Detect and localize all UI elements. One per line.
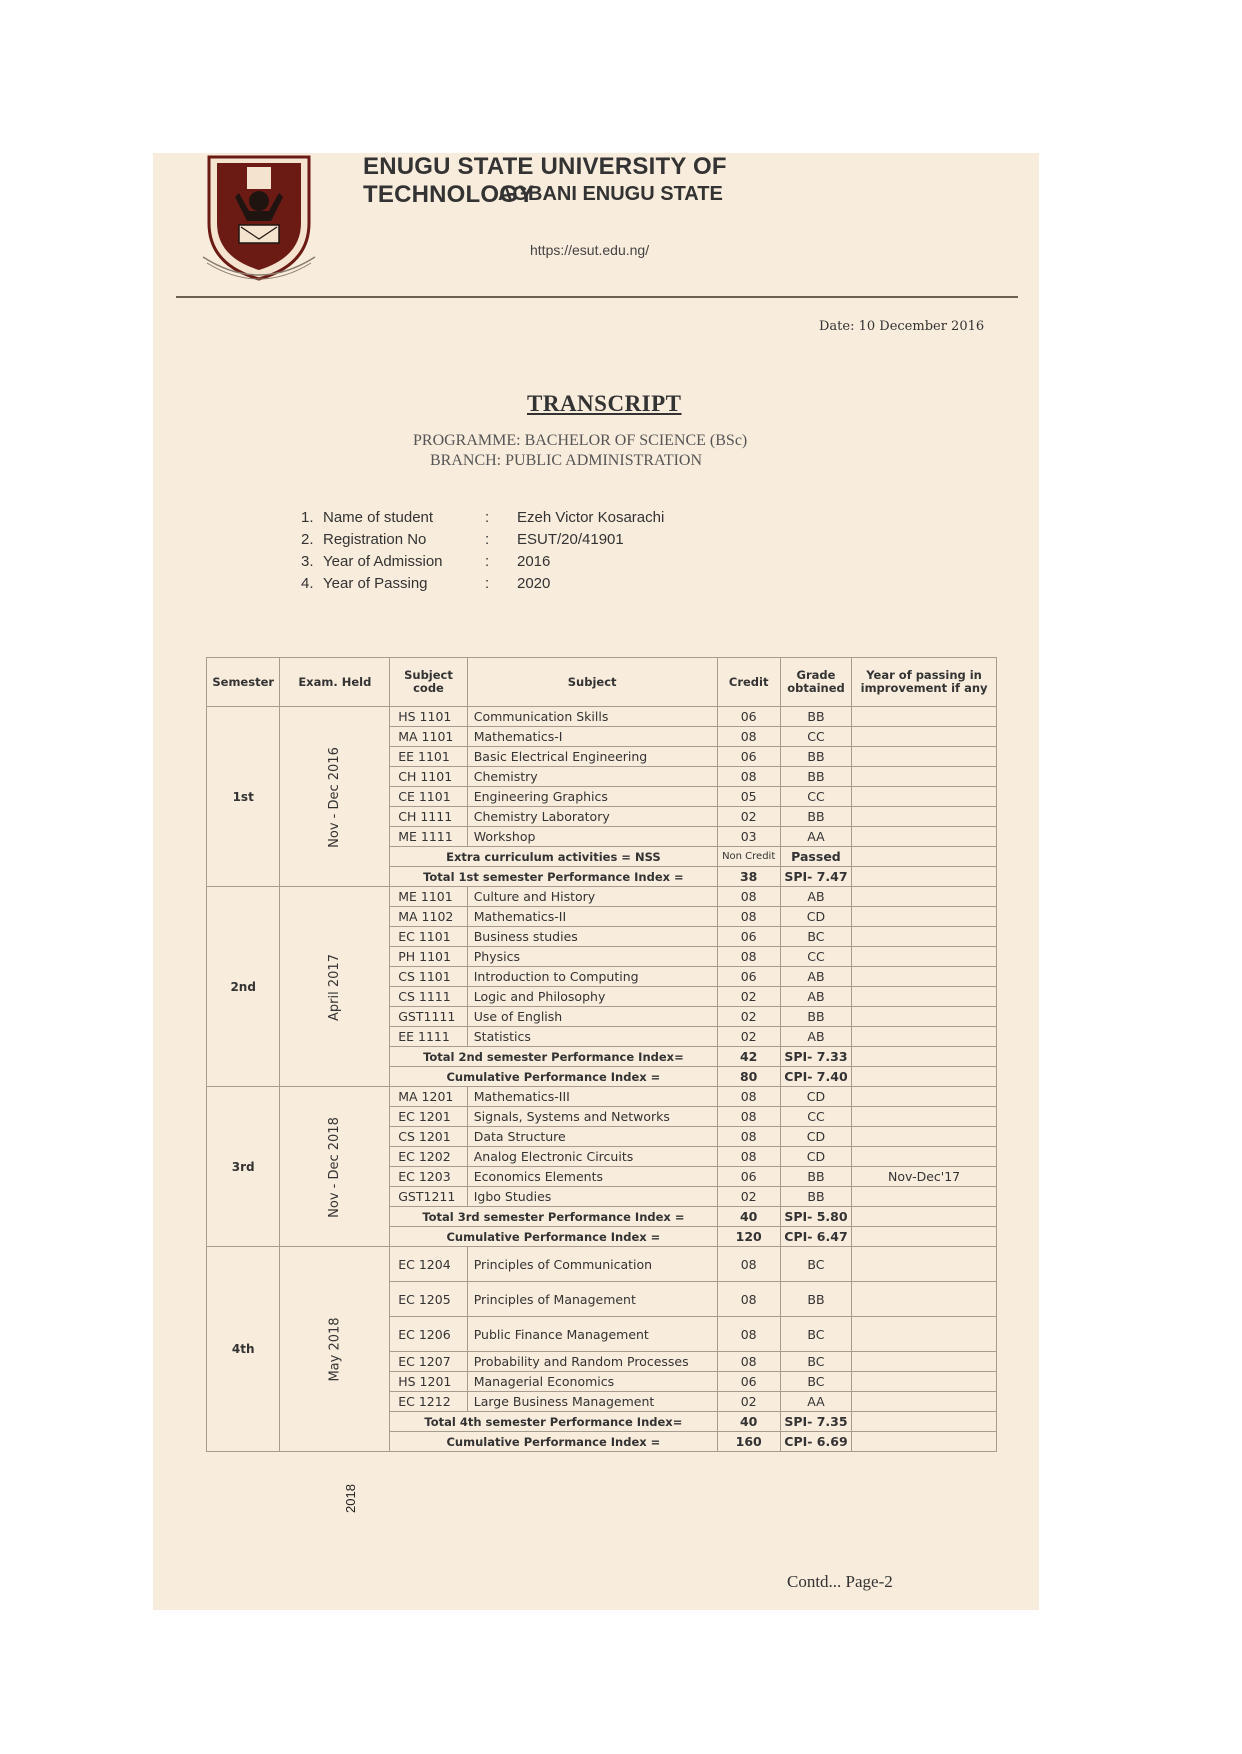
info-number: 2. bbox=[301, 531, 314, 548]
subject-code: EC 1204 bbox=[390, 1247, 468, 1282]
credit: 08 bbox=[717, 1147, 780, 1167]
issue-date: Date: 10 December 2016 bbox=[819, 319, 985, 334]
improvement-year bbox=[852, 1147, 997, 1167]
programme-line: PROGRAMME: BACHELOR OF SCIENCE (BSc) bbox=[413, 432, 748, 449]
info-colon: : bbox=[485, 553, 490, 570]
exam-held bbox=[280, 1247, 390, 1452]
subject-code: EC 1205 bbox=[390, 1282, 468, 1317]
continued-note: Contd... Page-2 bbox=[787, 1572, 893, 1591]
credit: 02 bbox=[717, 1007, 780, 1027]
summary-improvement bbox=[852, 1432, 997, 1452]
credit: 08 bbox=[717, 1107, 780, 1127]
subject-name: Chemistry bbox=[467, 767, 717, 787]
summary-label: Cumulative Performance Index = bbox=[390, 1067, 717, 1087]
course-row bbox=[207, 887, 997, 907]
header-grade: Grade obtained bbox=[780, 658, 851, 707]
summary-credit: 38 bbox=[717, 867, 780, 887]
improvement-year bbox=[852, 1007, 997, 1027]
summary-credit: 160 bbox=[717, 1432, 780, 1452]
improvement-year: Nov-Dec'17 bbox=[852, 1167, 997, 1187]
subject-name: Introduction to Computing bbox=[467, 967, 717, 987]
grade: CD bbox=[780, 1127, 851, 1147]
summary-grade: CPI- 6.47 bbox=[780, 1227, 851, 1247]
header-exam: Exam. Held bbox=[280, 658, 390, 707]
subject-code: EC 1202 bbox=[390, 1147, 468, 1167]
summary-credit: 120 bbox=[717, 1227, 780, 1247]
credit: 06 bbox=[717, 927, 780, 947]
summary-grade: CPI- 7.40 bbox=[780, 1067, 851, 1087]
subject-code: ME 1111 bbox=[390, 827, 468, 847]
header-semester: Semester bbox=[207, 658, 280, 707]
subject-code: EC 1101 bbox=[390, 927, 468, 947]
credit: 08 bbox=[717, 1087, 780, 1107]
subject-name: Economics Elements bbox=[467, 1167, 717, 1187]
summary-credit: 40 bbox=[717, 1207, 780, 1227]
summary-improvement bbox=[852, 867, 997, 887]
grade: BC bbox=[780, 1372, 851, 1392]
header-subject: Subject bbox=[467, 658, 717, 707]
info-value: 2016 bbox=[517, 553, 551, 570]
subject-code: ME 1101 bbox=[390, 887, 468, 907]
course-row bbox=[207, 1247, 997, 1282]
subject-code: EC 1201 bbox=[390, 1107, 468, 1127]
subject-name: Igbo Studies bbox=[467, 1187, 717, 1207]
credit: 02 bbox=[717, 1187, 780, 1207]
grade: CD bbox=[780, 1087, 851, 1107]
semester-label: 4th bbox=[207, 1247, 280, 1452]
grade: BC bbox=[780, 1317, 851, 1352]
summary-improvement bbox=[852, 847, 997, 867]
subject-code: MA 1201 bbox=[390, 1087, 468, 1107]
improvement-year bbox=[852, 807, 997, 827]
improvement-year bbox=[852, 1107, 997, 1127]
grade: CC bbox=[780, 787, 851, 807]
info-label: Registration No bbox=[323, 531, 427, 548]
info-value: 2020 bbox=[517, 575, 551, 592]
grade: BB bbox=[780, 1187, 851, 1207]
credit: 08 bbox=[717, 1127, 780, 1147]
subject-code: EC 1203 bbox=[390, 1167, 468, 1187]
improvement-year bbox=[852, 1027, 997, 1047]
subject-name: Probability and Random Processes bbox=[467, 1352, 717, 1372]
subject-code: CS 1201 bbox=[390, 1127, 468, 1147]
credit: 08 bbox=[717, 907, 780, 927]
grade: CC bbox=[780, 947, 851, 967]
grade: BB bbox=[780, 747, 851, 767]
summary-improvement bbox=[852, 1067, 997, 1087]
info-colon: : bbox=[485, 575, 490, 592]
credit: 06 bbox=[717, 747, 780, 767]
improvement-year bbox=[852, 987, 997, 1007]
grade: CD bbox=[780, 1147, 851, 1167]
grade: CC bbox=[780, 1107, 851, 1127]
subject-name: Chemistry Laboratory bbox=[467, 807, 717, 827]
subject-code: CH 1101 bbox=[390, 767, 468, 787]
subject-name: Mathematics-III bbox=[467, 1087, 717, 1107]
info-number: 3. bbox=[301, 553, 314, 570]
improvement-year bbox=[852, 787, 997, 807]
branch-line: BRANCH: PUBLIC ADMINISTRATION bbox=[430, 452, 703, 469]
improvement-year bbox=[852, 1127, 997, 1147]
summary-improvement bbox=[852, 1227, 997, 1247]
info-colon: : bbox=[485, 531, 490, 548]
subject-code: GST1211 bbox=[390, 1187, 468, 1207]
subject-name: Physics bbox=[467, 947, 717, 967]
exam-held-label: Nov - Dec 2016 bbox=[327, 746, 343, 848]
table-header-row bbox=[207, 658, 997, 707]
credit: 02 bbox=[717, 1392, 780, 1412]
credit: 08 bbox=[717, 887, 780, 907]
credit: 06 bbox=[717, 967, 780, 987]
improvement-year bbox=[852, 707, 997, 727]
grade: AA bbox=[780, 1392, 851, 1412]
subject-name: Mathematics-II bbox=[467, 907, 717, 927]
grade: AB bbox=[780, 887, 851, 907]
grade: AB bbox=[780, 967, 851, 987]
subject-code: CS 1111 bbox=[390, 987, 468, 1007]
subject-name: Signals, Systems and Networks bbox=[467, 1107, 717, 1127]
subject-name: Culture and History bbox=[467, 887, 717, 907]
subject-code: PH 1101 bbox=[390, 947, 468, 967]
summary-label: Extra curriculum activities = NSS bbox=[390, 847, 717, 867]
grade: BC bbox=[780, 1247, 851, 1282]
info-colon: : bbox=[485, 509, 490, 526]
exam-held bbox=[280, 1087, 390, 1247]
info-value: ESUT/20/41901 bbox=[517, 531, 624, 548]
transcript-table bbox=[206, 657, 997, 1452]
improvement-year bbox=[852, 827, 997, 847]
transcript-body bbox=[207, 707, 997, 1452]
subject-code: EC 1212 bbox=[390, 1392, 468, 1412]
programme-block bbox=[413, 431, 813, 471]
subject-name: Analog Electronic Circuits bbox=[467, 1147, 717, 1167]
subject-name: Public Finance Management bbox=[467, 1317, 717, 1352]
credit: 05 bbox=[717, 787, 780, 807]
subject-code: CS 1101 bbox=[390, 967, 468, 987]
subject-name: Basic Electrical Engineering bbox=[467, 747, 717, 767]
summary-improvement bbox=[852, 1412, 997, 1432]
credit: 08 bbox=[717, 1317, 780, 1352]
summary-credit: 42 bbox=[717, 1047, 780, 1067]
grade: AA bbox=[780, 827, 851, 847]
subject-name: Mathematics-I bbox=[467, 727, 717, 747]
semester-label: 3rd bbox=[207, 1087, 280, 1247]
transcript-sheet bbox=[153, 153, 1039, 1610]
improvement-year bbox=[852, 1317, 997, 1352]
summary-grade: CPI- 6.69 bbox=[780, 1432, 851, 1452]
summary-label: Cumulative Performance Index = bbox=[390, 1227, 717, 1247]
subject-code: GST1111 bbox=[390, 1007, 468, 1027]
exam-held-label: Nov - Dec 2018 bbox=[327, 1116, 343, 1218]
grade: BC bbox=[780, 927, 851, 947]
info-label: Year of Admission bbox=[323, 553, 443, 570]
credit: 08 bbox=[717, 1282, 780, 1317]
improvement-year bbox=[852, 727, 997, 747]
summary-grade: SPI- 7.35 bbox=[780, 1412, 851, 1432]
subject-code: CE 1101 bbox=[390, 787, 468, 807]
summary-label: Total 1st semester Performance Index = bbox=[390, 867, 717, 887]
exam-held-label: May 2018 bbox=[327, 1317, 343, 1382]
course-row bbox=[207, 1087, 997, 1107]
summary-improvement bbox=[852, 1047, 997, 1067]
info-label: Year of Passing bbox=[323, 575, 428, 592]
improvement-year bbox=[852, 1187, 997, 1207]
grade: AB bbox=[780, 987, 851, 1007]
info-label: Name of student bbox=[323, 509, 434, 526]
grade: AB bbox=[780, 1027, 851, 1047]
subject-name: Communication Skills bbox=[467, 707, 717, 727]
summary-label: Total 4th semester Performance Index= bbox=[390, 1412, 717, 1432]
summary-label: Cumulative Performance Index = bbox=[390, 1432, 717, 1452]
summary-label: Total 2nd semester Performance Index= bbox=[390, 1047, 717, 1067]
university-website-link[interactable]: https://esut.edu.ng/ bbox=[530, 242, 650, 258]
credit: 08 bbox=[717, 1352, 780, 1372]
improvement-year bbox=[852, 947, 997, 967]
improvement-year bbox=[852, 927, 997, 947]
university-address: AGBANI ENUGU STATE bbox=[498, 183, 723, 205]
improvement-year bbox=[852, 767, 997, 787]
subject-name: Data Structure bbox=[467, 1127, 717, 1147]
improvement-year bbox=[852, 1352, 997, 1372]
subject-name: Business studies bbox=[467, 927, 717, 947]
subject-name: Large Business Management bbox=[467, 1392, 717, 1412]
improvement-year bbox=[852, 1282, 997, 1317]
side-note: 2018 bbox=[343, 1484, 358, 1513]
grade: BC bbox=[780, 1352, 851, 1372]
summary-grade: SPI- 5.80 bbox=[780, 1207, 851, 1227]
improvement-year bbox=[852, 1087, 997, 1107]
subject-name: Principles of Management bbox=[467, 1282, 717, 1317]
credit: 02 bbox=[717, 987, 780, 1007]
improvement-year bbox=[852, 887, 997, 907]
semester-label: 2nd bbox=[207, 887, 280, 1087]
grade: CC bbox=[780, 727, 851, 747]
grade: BB bbox=[780, 1007, 851, 1027]
subject-code: EE 1111 bbox=[390, 1027, 468, 1047]
credit: 08 bbox=[717, 727, 780, 747]
credit: 08 bbox=[717, 947, 780, 967]
university-name: ENUGU STATE UNIVERSITY OF TECHNOLOGY bbox=[363, 153, 727, 208]
grade: BB bbox=[780, 767, 851, 787]
subject-code: HS 1101 bbox=[390, 707, 468, 727]
summary-grade: Passed bbox=[780, 847, 851, 867]
subject-code: EE 1101 bbox=[390, 747, 468, 767]
subject-name: Use of English bbox=[467, 1007, 717, 1027]
improvement-year bbox=[852, 1372, 997, 1392]
info-number: 1. bbox=[301, 509, 314, 526]
subject-code: MA 1101 bbox=[390, 727, 468, 747]
exam-held-label: April 2017 bbox=[327, 953, 343, 1021]
credit: 08 bbox=[717, 1247, 780, 1282]
summary-grade: SPI- 7.33 bbox=[780, 1047, 851, 1067]
subject-code: EC 1206 bbox=[390, 1317, 468, 1352]
header-code: Subject code bbox=[390, 658, 468, 707]
subject-code: MA 1102 bbox=[390, 907, 468, 927]
grade: BB bbox=[780, 707, 851, 727]
summary-improvement bbox=[852, 1207, 997, 1227]
grade: BB bbox=[780, 807, 851, 827]
subject-name: Principles of Communication bbox=[467, 1247, 717, 1282]
credit: 06 bbox=[717, 1167, 780, 1187]
header-improvement: Year of passing in improvement if any bbox=[852, 658, 997, 707]
grade: BB bbox=[780, 1167, 851, 1187]
subject-name: Engineering Graphics bbox=[467, 787, 717, 807]
semester-label: 1st bbox=[207, 707, 280, 887]
subject-code: EC 1207 bbox=[390, 1352, 468, 1372]
improvement-year bbox=[852, 747, 997, 767]
header-credit: Credit bbox=[717, 658, 780, 707]
subject-code: HS 1201 bbox=[390, 1372, 468, 1392]
subject-name: Managerial Economics bbox=[467, 1372, 717, 1392]
subject-code: CH 1111 bbox=[390, 807, 468, 827]
credit: 03 bbox=[717, 827, 780, 847]
summary-credit: Non Credit bbox=[717, 847, 780, 867]
summary-credit: 40 bbox=[717, 1412, 780, 1432]
summary-label: Total 3rd semester Performance Index = bbox=[390, 1207, 717, 1227]
improvement-year bbox=[852, 967, 997, 987]
improvement-year bbox=[852, 1392, 997, 1412]
credit: 06 bbox=[717, 1372, 780, 1392]
credit: 08 bbox=[717, 767, 780, 787]
exam-held bbox=[280, 707, 390, 887]
credit: 02 bbox=[717, 807, 780, 827]
subject-name: Logic and Philosophy bbox=[467, 987, 717, 1007]
summary-grade: SPI- 7.47 bbox=[780, 867, 851, 887]
subject-name: Workshop bbox=[467, 827, 717, 847]
header-divider bbox=[176, 296, 1018, 298]
subject-name: Statistics bbox=[467, 1027, 717, 1047]
grade: BB bbox=[780, 1282, 851, 1317]
grade: CD bbox=[780, 907, 851, 927]
info-number: 4. bbox=[301, 575, 314, 592]
credit: 06 bbox=[717, 707, 780, 727]
course-row bbox=[207, 707, 997, 727]
improvement-year bbox=[852, 907, 997, 927]
credit: 02 bbox=[717, 1027, 780, 1047]
info-value: Ezeh Victor Kosarachi bbox=[517, 509, 665, 526]
improvement-year bbox=[852, 1247, 997, 1282]
document-title: TRANSCRIPT bbox=[527, 391, 682, 416]
summary-credit: 80 bbox=[717, 1067, 780, 1087]
exam-held bbox=[280, 887, 390, 1087]
university-logo bbox=[195, 153, 323, 285]
